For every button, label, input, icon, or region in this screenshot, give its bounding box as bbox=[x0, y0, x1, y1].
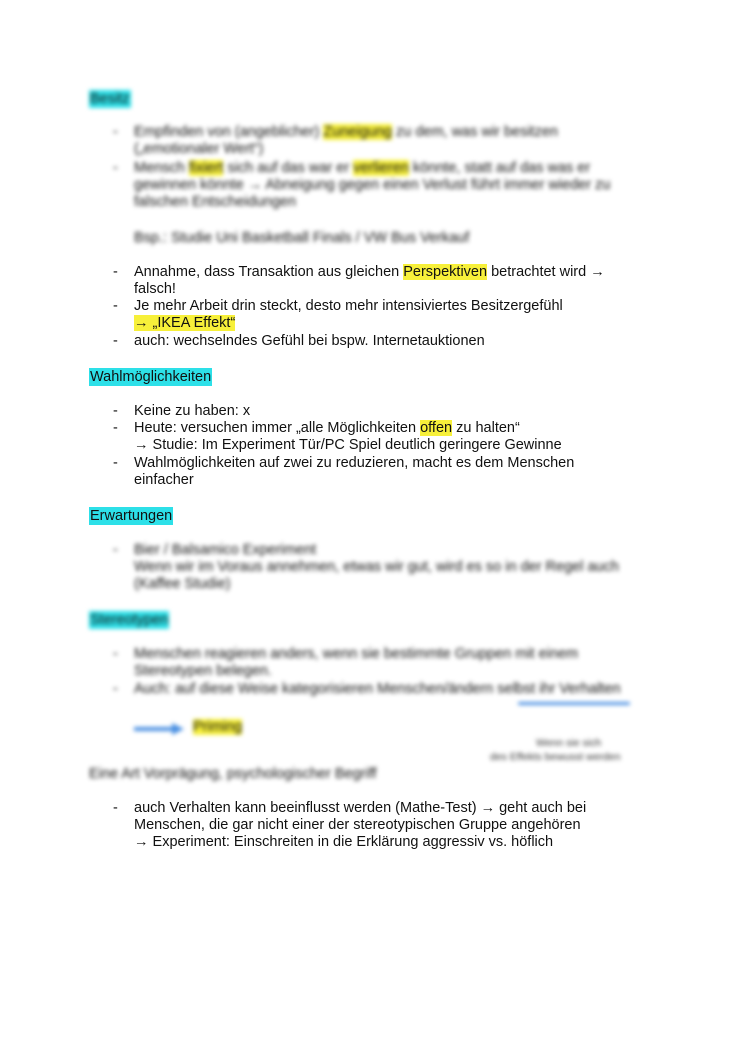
highlight-perspektiven: Perspektiven bbox=[403, 264, 488, 280]
priming-label: Priming bbox=[193, 719, 243, 735]
bullet-dash: - bbox=[113, 800, 118, 816]
bullet-dash: - bbox=[113, 298, 118, 314]
besitz-bullet-2-line-2: gewinnen könnte → Abneigung gegen einen Verlust führt immer wieder zu bbox=[134, 177, 611, 193]
stereotypen-bullet-1-line-2: Stereotypen belegen. bbox=[134, 663, 272, 679]
wahl-bullet-2-line-2: → Studie: Im Experiment Tür/PC Spiel deutlich geringere Gewinne bbox=[134, 437, 562, 453]
besitz-bullet-2-line-1: Mensch fixiert sich auf das war er verlieren könnte, statt auf das was er bbox=[134, 160, 591, 176]
bullet-dash: - bbox=[113, 420, 118, 436]
wahl-bullet-1: Keine zu haben: x bbox=[134, 403, 251, 419]
note-line-1: Wenn sie sich bbox=[536, 737, 602, 749]
stereotypen-heading: Stereotypen bbox=[90, 612, 169, 628]
erwartungen-bullet-1-line-1: Bier / Balsamico Experiment bbox=[134, 542, 317, 558]
besitz-bullet-3-line-1: Annahme, dass Transaktion aus gleichen Perspektiven betrachtet wird → bbox=[134, 264, 605, 280]
besitz-bullet-1-line-1: Empfinden von (angeblicher) Zuneigung zu dem, was wir besitzen bbox=[134, 124, 558, 140]
underline-bracket bbox=[518, 702, 630, 705]
bullet-dash: - bbox=[113, 681, 118, 697]
wahl-bullet-3-line-1: Wahlmöglichkeiten auf zwei zu reduzieren, macht es dem Menschen bbox=[134, 455, 575, 471]
bullet-dash: - bbox=[113, 264, 118, 280]
bullet-dash: - bbox=[113, 160, 118, 176]
stereotypen-bullet-1-line-1: Menschen reagieren anders, wenn sie bestimmte Gruppen mit einem bbox=[134, 646, 579, 662]
highlight-fixiert: fixiert bbox=[188, 160, 224, 176]
highlight-ikea-effekt: → „IKEA Effekt“ bbox=[134, 315, 236, 331]
stereotypen-bullet-2: Auch: auf diese Weise kategorisieren Menschen/ändern selbst ihr Verhalten bbox=[134, 681, 621, 697]
arrow-right-icon bbox=[134, 722, 184, 736]
note-line-2: des Effekts bewusst werden bbox=[490, 751, 621, 763]
bullet-dash: - bbox=[113, 124, 118, 140]
stereotypen-bullet-3-line-2: Menschen, die gar nicht einer der stereotypischen Gruppe angehören bbox=[134, 817, 581, 833]
bullet-dash: - bbox=[113, 403, 118, 419]
highlight-offen: offen bbox=[420, 420, 453, 436]
priming-definition: Eine Art Vorprägung, psychologischer Begriff bbox=[89, 766, 377, 782]
bullet-dash: - bbox=[113, 333, 118, 349]
bullet-dash: - bbox=[113, 542, 118, 558]
besitz-bullet-1-line-2: („emotionaler Wert“) bbox=[134, 141, 264, 157]
besitz-bullet-2-line-3: falschen Entscheidungen bbox=[134, 194, 297, 210]
highlight-zuneigung: Zuneigung bbox=[323, 124, 392, 140]
wahl-heading: Wahlmöglichkeiten bbox=[90, 369, 212, 385]
wahl-bullet-3-line-2: einfacher bbox=[134, 472, 194, 488]
erwartungen-bullet-1-line-3: (Kaffee Studie) bbox=[134, 576, 231, 592]
erwartungen-heading: Erwartungen bbox=[90, 508, 173, 524]
besitz-example: Bsp.: Studie Uni Basketball Finals / VW Bus Verkauf bbox=[134, 230, 470, 246]
bullet-dash: - bbox=[113, 646, 118, 662]
besitz-bullet-3-line-2: falsch! bbox=[134, 281, 176, 297]
bullet-dash: - bbox=[113, 455, 118, 471]
highlight-verlieren: verlieren bbox=[353, 160, 409, 176]
erwartungen-bullet-1-line-2: Wenn wir im Voraus annehmen, etwas wir gut, wird es so in der Regel auch bbox=[134, 559, 619, 575]
besitz-bullet-4-line-1: Je mehr Arbeit drin steckt, desto mehr intensiviertes Besitzergefühl bbox=[134, 298, 563, 314]
besitz-bullet-5: auch: wechselndes Gefühl bei bspw. Internetauktionen bbox=[134, 333, 485, 349]
besitz-heading: Besitz bbox=[90, 91, 130, 107]
besitz-bullet-4-line-2 bbox=[134, 315, 235, 332]
wahl-bullet-2-line-1: Heute: versuchen immer „alle Möglichkeiten offen zu halten“ bbox=[134, 420, 520, 436]
stereotypen-bullet-3-line-3: → Experiment: Einschreiten in die Erklärung aggressiv vs. höflich bbox=[134, 834, 554, 850]
stereotypen-bullet-3-line-1: auch Verhalten kann beeinflusst werden (Mathe-Test) → geht auch bei bbox=[134, 800, 587, 816]
